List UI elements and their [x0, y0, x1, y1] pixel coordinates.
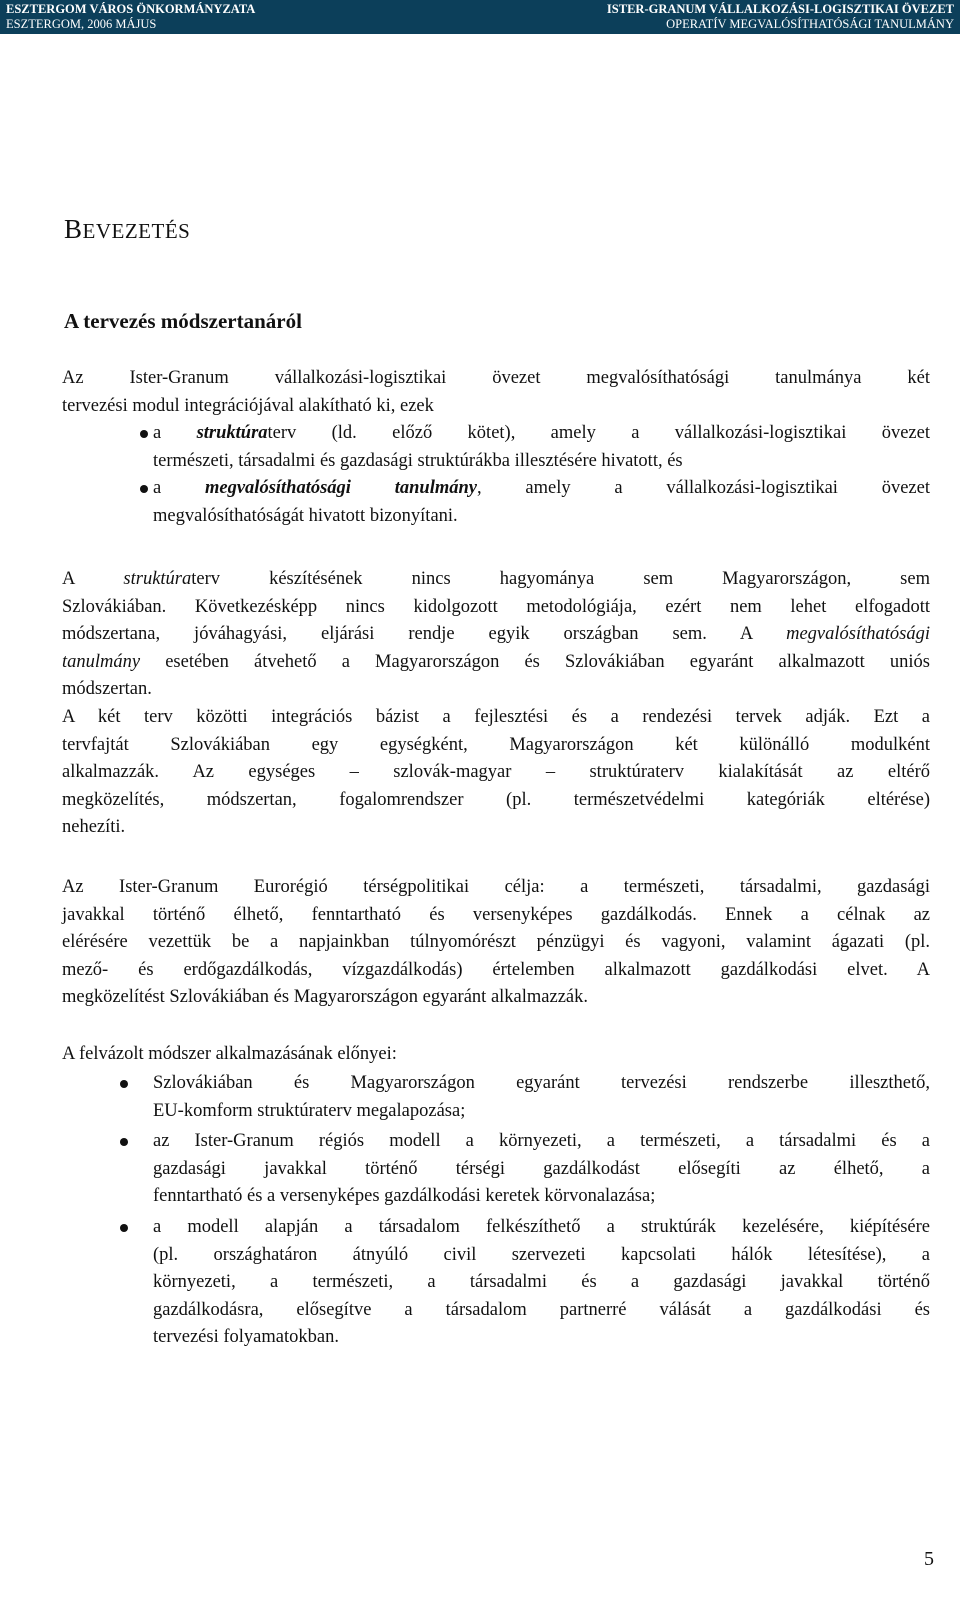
advantage-line: (pl. országhatáron átnyúló civil szervezeti kapcsolati hálók létesítése), a: [153, 1244, 930, 1265]
text-line: megközelítést Szlovákiában és Magyarországon egyaránt alkalmazzák.: [62, 987, 589, 1008]
text-line: alkalmazzák. Az egységes – szlovák-magyar – struktúraterv kialakítását az eltérő: [62, 762, 930, 783]
list-item: [62, 475, 930, 530]
bullet-icon: [140, 430, 148, 438]
module-line: természeti, társadalmi és gazdasági struktúrákba illesztésére hivatott, és: [153, 450, 683, 471]
text-line: tervfajtát Szlovákiában egy egységként, Magyarországon két különálló modulként: [62, 734, 930, 755]
list-item: [62, 1128, 930, 1214]
header-zone-title: ISTER-GRANUM VÁLLALKOZÁSI-LOGISZTIKAI ÖVEZET: [606, 2, 954, 16]
advantage-line: a modell alapján a társadalom felkészíthető a struktúrák kezelésére, kiépítésére: [153, 1217, 930, 1237]
module-list: [62, 420, 930, 530]
list-item: [62, 1214, 930, 1354]
title-initial: B: [64, 214, 83, 244]
text-line: javakkal történő élhető, fenntartható és versenyképes gazdálkodás. Ennek a célnak az: [62, 904, 930, 925]
advantage-line: EU-komform struktúraterv megalapozása;: [153, 1100, 466, 1121]
advantage-line: tervezési folyamatokban.: [153, 1327, 339, 1348]
text-line: nehezíti.: [62, 817, 126, 838]
advantage-line: Szlovákiában és Magyarországon egyaránt tervezési rendszerbe illeszthető,: [153, 1073, 930, 1093]
page-number: 5: [924, 1548, 934, 1570]
module-name-emphasis: struktúra: [196, 423, 268, 443]
regional-goal-paragraph: [62, 874, 930, 1012]
text-line: módszertana, jóváhagyási, eljárási rendje egyik országban sem. A megvalósíthatósági: [62, 624, 930, 645]
bullet-icon: [140, 485, 148, 493]
module-line: a megvalósíthatósági tanulmány, amely a vállalkozási-logisztikai övezet: [153, 478, 930, 498]
intro-line: Az Ister-Granum vállalkozási-logisztikai övezet megvalósíthatósági tanulmánya két: [62, 368, 930, 388]
text-line: mező- és erdőgazdálkodás, vízgazdálkodás) értelemben alkalmazott gazdálkodási elvet. A: [62, 959, 930, 980]
header-municipality: ESZTERGOM VÁROS ÖNKORMÁNYZATA: [6, 2, 256, 16]
advantage-line: gazdasági javakkal történő térségi gazdálkodást elősegíti az élhető, a: [153, 1158, 930, 1179]
header-place-date: ESZTERGOM, 2006 MÁJUS: [6, 17, 157, 31]
text-line: elérésére vezettük be a napjainkban túlnyomórészt pénzügyi és vagyoni, valamint ágazati (pl.: [62, 932, 930, 953]
text-line: megközelítés, módszertan, fogalomrendszer (pl. természetvédelmi kategóriák eltérése): [62, 789, 930, 810]
bullet-icon: [120, 1224, 128, 1232]
page-header: [0, 0, 960, 34]
module-line: megvalósíthatóságát hivatott bizonyítani.: [153, 505, 458, 526]
advantages-list: [62, 1070, 930, 1354]
intro-paragraph: [62, 365, 930, 420]
text-line: módszertan.: [62, 679, 152, 700]
advantage-line: gazdálkodásra, elősegítve a társadalom partnerré válását a gazdálkodási és: [153, 1299, 930, 1320]
module-line: a struktúraterv (ld. előző kötet), amely a vállalkozási-logisztikai övezet: [153, 423, 930, 443]
methodology-paragraph: [62, 566, 930, 842]
section-title: A tervezés módszertanáról: [64, 309, 302, 333]
page-title: [64, 214, 190, 245]
advantages-intro: A felvázolt módszer alkalmazásának előnyei:: [62, 1044, 397, 1064]
list-item: [62, 1070, 930, 1128]
module-name-emphasis: megvalósíthatósági tanulmány: [205, 478, 477, 498]
advantage-line: környezeti, a természeti, a társadalmi és a gazdasági javakkal történő: [153, 1272, 930, 1293]
text-line: tanulmány esetében átvehető a Magyarországon és Szlovákiában egyaránt alkalmazott uniós: [62, 651, 930, 672]
advantage-line: az Ister-Granum régiós modell a környezeti, a természeti, a társadalmi és a: [153, 1131, 930, 1151]
title-rest: EVEZETÉS: [82, 219, 191, 243]
text-line: A két terv közötti integrációs bázist a fejlesztési és a rendezési tervek adják. Ezt a: [62, 706, 930, 727]
text-line: A struktúraterv készítésének nincs hagyománya sem Magyarországon, sem: [62, 569, 930, 589]
advantage-line: fenntartható és a versenyképes gazdálkodási keretek körvonalazása;: [153, 1186, 656, 1207]
bullet-icon: [120, 1138, 128, 1146]
text-line: Az Ister-Granum Eurorégió térségpolitikai célja: a természeti, társadalmi, gazdasági: [62, 877, 930, 897]
text-line: Szlovákiában. Következésképp nincs kidolgozott metodológiája, ezért nem lehet elfogadott: [62, 596, 930, 617]
header-study-title: OPERATÍV MEGVALÓSÍTHATÓSÁGI TANULMÁNY: [666, 17, 954, 31]
list-item: [62, 420, 930, 475]
intro-line: tervezési modul integrációjával alakítható ki, ezek: [62, 395, 434, 416]
bullet-icon: [120, 1080, 128, 1088]
